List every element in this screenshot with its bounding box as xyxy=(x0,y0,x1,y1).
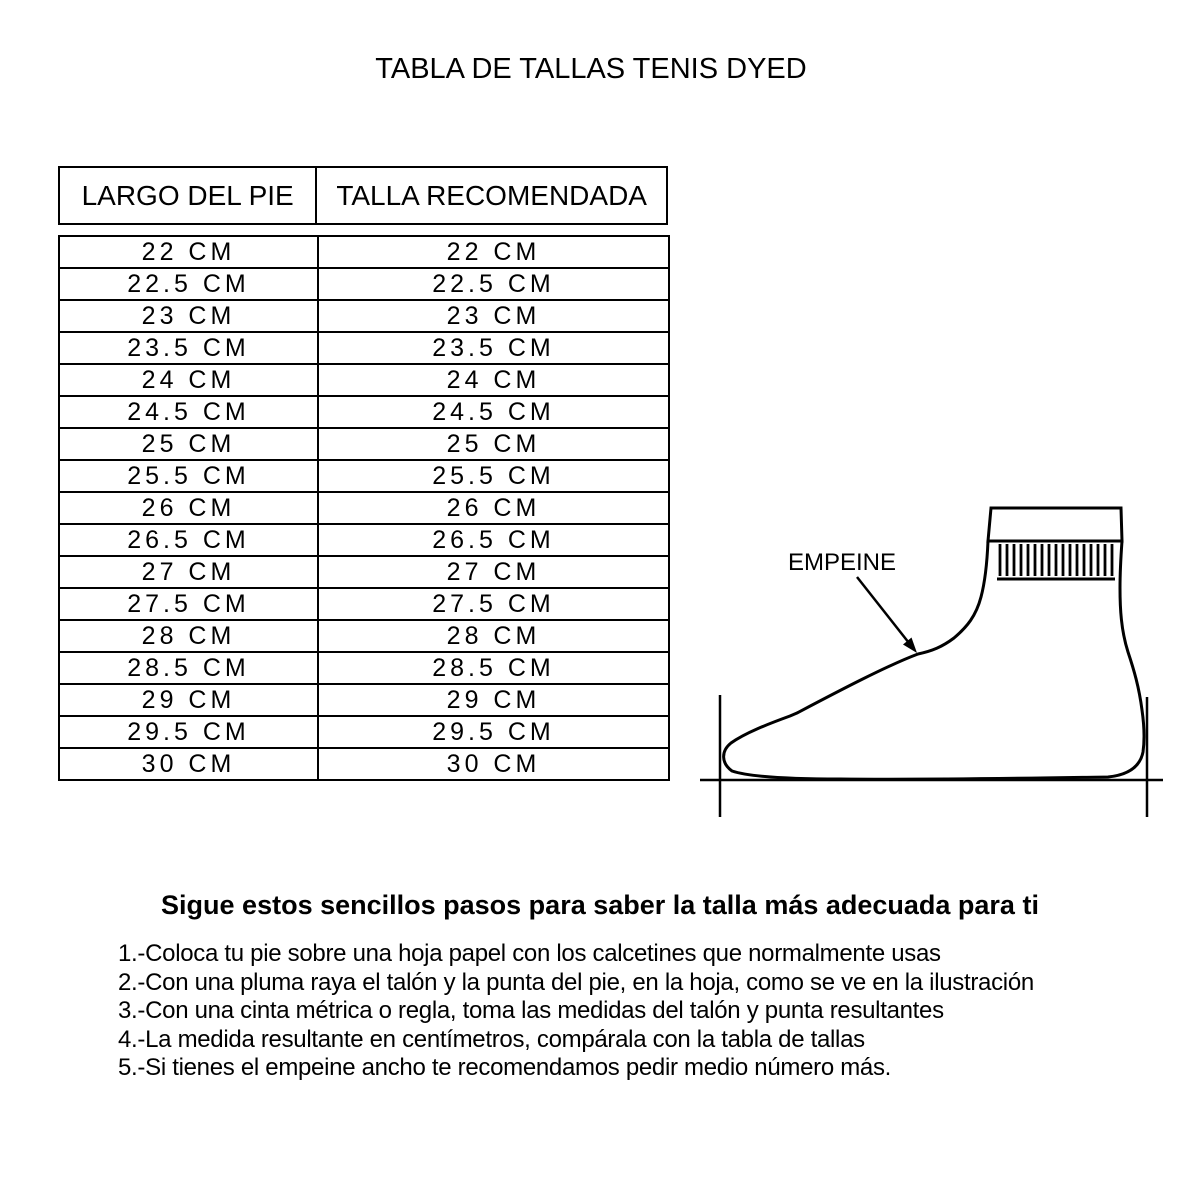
table-cell: 26.5 CM xyxy=(318,524,669,556)
instruction-step: 1.-Coloca tu pie sobre una hoja papel con los calcetines que normalmente usas xyxy=(118,940,941,967)
table-cell: 25 CM xyxy=(318,428,669,460)
table-cell: 27.5 CM xyxy=(318,588,669,620)
table-row xyxy=(59,652,669,684)
table-cell: 23 CM xyxy=(59,300,318,332)
table-row xyxy=(59,524,669,556)
table-row xyxy=(59,492,669,524)
table-cell: 22.5 CM xyxy=(318,268,669,300)
table-cell: 28.5 CM xyxy=(318,652,669,684)
table-cell: 22 CM xyxy=(318,236,669,268)
instructions-heading: Sigue estos sencillos pasos para saber la talla más adecuada para ti xyxy=(161,890,1039,920)
table-cell: 26.5 CM xyxy=(59,524,318,556)
table-row xyxy=(59,620,669,652)
instruction-step: 5.-Si tienes el empeine ancho te recomendamos pedir medio número más. xyxy=(118,1054,892,1081)
table-cell: 24.5 CM xyxy=(59,396,318,428)
table-row xyxy=(59,364,669,396)
foot-measurement-diagram xyxy=(690,480,1180,830)
table-cell: 29 CM xyxy=(59,684,318,716)
table-row xyxy=(59,332,669,364)
instructions-steps xyxy=(118,940,1034,1083)
sock-rib-pattern xyxy=(1000,544,1112,576)
instep-arrow-line xyxy=(857,577,909,643)
table-cell: 22 CM xyxy=(59,236,318,268)
table-row xyxy=(59,300,669,332)
table-row xyxy=(59,748,669,780)
column-header-recommended-size: TALLA RECOMENDADA xyxy=(336,179,647,211)
table-cell: 22.5 CM xyxy=(59,268,318,300)
table-cell: 24 CM xyxy=(59,364,318,396)
page-title: TABLA DE TALLAS TENIS DYED xyxy=(375,53,807,85)
table-row xyxy=(59,556,669,588)
instruction-step: 4.-La medida resultante en centímetros, compárala con la tabla de tallas xyxy=(118,1025,865,1053)
table-cell: 23 CM xyxy=(318,300,669,332)
table-cell: 25 CM xyxy=(59,428,318,460)
table-cell: 29.5 CM xyxy=(59,716,318,748)
table-cell: 23.5 CM xyxy=(318,332,669,364)
table-row xyxy=(59,460,669,492)
table-cell: 30 CM xyxy=(318,748,669,780)
table-cell: 27.5 CM xyxy=(59,588,318,620)
measurement-lines xyxy=(700,695,1163,817)
table-row xyxy=(59,428,669,460)
table-row xyxy=(59,716,669,748)
table-cell: 25.5 CM xyxy=(59,460,318,492)
table-cell: 26 CM xyxy=(59,492,318,524)
instep-annotation xyxy=(788,549,917,653)
instruction-step: 3.-Con una cinta métrica o regla, toma las medidas del talón y punta resultantes xyxy=(118,997,944,1024)
table-cell: 27 CM xyxy=(59,556,318,588)
size-table xyxy=(58,235,670,781)
table-row xyxy=(59,684,669,716)
table-cell: 29 CM xyxy=(318,684,669,716)
table-row xyxy=(59,588,669,620)
table-cell: 28 CM xyxy=(59,620,318,652)
table-cell: 28 CM xyxy=(318,620,669,652)
table-cell: 27 CM xyxy=(318,556,669,588)
sock-cuff-top xyxy=(988,508,1122,541)
column-header-foot-length: LARGO DEL PIE xyxy=(60,168,317,223)
foot-outline xyxy=(724,541,1144,779)
table-cell: 26 CM xyxy=(318,492,669,524)
table-cell: 25.5 CM xyxy=(318,460,669,492)
table-cell: 30 CM xyxy=(59,748,318,780)
table-cell: 24.5 CM xyxy=(318,396,669,428)
table-cell: 23.5 CM xyxy=(59,332,318,364)
table-row xyxy=(59,268,669,300)
table-cell: 24 CM xyxy=(318,364,669,396)
foot-diagram-svg xyxy=(690,480,1180,830)
instep-label: EMPEINE xyxy=(788,549,897,576)
sock-cuff xyxy=(988,508,1122,579)
table-cell: 29.5 CM xyxy=(318,716,669,748)
table-row xyxy=(59,236,669,268)
size-table-header xyxy=(58,166,668,225)
table-cell: 28.5 CM xyxy=(59,652,318,684)
instruction-step: 2.-Con una pluma raya el talón y la punta del pie, en la hoja, como se ve en la ilustración xyxy=(118,968,1034,996)
size-table-body xyxy=(59,236,669,780)
table-row xyxy=(59,396,669,428)
